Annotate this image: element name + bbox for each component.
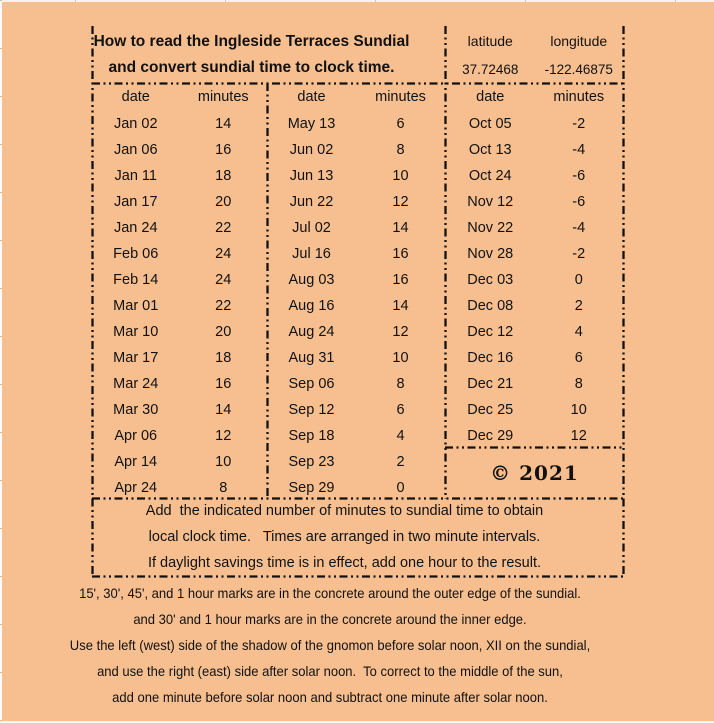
date-cell: Dec 29 <box>467 428 514 444</box>
date-cell: Sep 29 <box>288 480 335 496</box>
minutes-cell: -6 <box>572 168 586 184</box>
date-cell: Jan 02 <box>113 116 158 132</box>
longitude-label: longitude <box>550 33 608 49</box>
table-row <box>92 111 267 137</box>
minutes-cell: 12 <box>392 194 409 210</box>
minutes-cell: 10 <box>215 454 232 470</box>
minutes-cell: 4 <box>396 428 405 444</box>
date-cell: Apr 24 <box>114 480 158 496</box>
date-cell: Jan 24 <box>113 220 158 236</box>
minutes-cell: 10 <box>392 168 409 184</box>
date-cell: Aug 16 <box>288 298 335 314</box>
table-row <box>267 371 445 397</box>
table-row <box>446 241 623 267</box>
minutes-cell: 6 <box>396 116 405 132</box>
date-cell: Aug 24 <box>288 324 335 340</box>
minutes-cell: 14 <box>392 298 409 314</box>
minutes-cell: 16 <box>215 142 232 158</box>
date-cell: Sep 18 <box>288 428 335 444</box>
date-cell: Jul 02 <box>292 220 331 236</box>
minutes-cell: 16 <box>392 272 409 288</box>
table-row <box>92 293 267 319</box>
minutes-cell: 10 <box>570 402 587 418</box>
table-row <box>92 215 267 241</box>
date-cell: Feb 14 <box>113 272 159 288</box>
table-row <box>446 111 623 137</box>
table-row <box>267 189 445 215</box>
minutes-cell: -6 <box>572 194 586 210</box>
date-cell: Dec 12 <box>467 324 514 340</box>
date-cell: Nov 28 <box>467 246 514 262</box>
table-row <box>267 397 445 423</box>
minutes-header: minutes <box>197 89 249 105</box>
minutes-cell: 10 <box>392 350 409 366</box>
table-row <box>446 137 623 163</box>
minutes-cell: 14 <box>215 402 232 418</box>
date-cell: Apr 06 <box>114 428 158 444</box>
minutes-cell: -2 <box>572 246 586 262</box>
minutes-cell: 18 <box>215 350 232 366</box>
minutes-cell: 18 <box>215 168 232 184</box>
table-row <box>267 423 445 449</box>
table-row <box>267 267 445 293</box>
table-row <box>446 215 623 241</box>
minutes-cell: 20 <box>215 324 232 340</box>
table-row <box>92 163 267 189</box>
table-row <box>92 397 267 423</box>
date-cell: Sep 06 <box>288 376 335 392</box>
table-row <box>446 397 623 423</box>
date-cell: May 13 <box>287 116 336 132</box>
minutes-cell: 12 <box>570 428 587 444</box>
minutes-cell: 20 <box>215 194 232 210</box>
table-row <box>446 163 623 189</box>
text-line: add one minute before solar noon and subtract one minute after solar noon. <box>112 689 548 705</box>
date-cell: Apr 14 <box>114 454 158 470</box>
table-row <box>446 293 623 319</box>
table-row <box>446 371 623 397</box>
title-line-2: and convert sundial time to clock time. <box>108 59 395 76</box>
date-cell: Jul 16 <box>292 246 331 262</box>
table-row <box>267 137 445 163</box>
correction-table-may-sep <box>267 83 445 501</box>
minutes-cell: 2 <box>574 298 583 314</box>
date-cell: Feb 06 <box>113 246 159 262</box>
minutes-header: minutes <box>553 89 605 105</box>
date-cell: Sep 12 <box>288 402 335 418</box>
text-line: Add the indicated number of minutes to sundial time to obtain <box>145 503 544 519</box>
minutes-cell: 6 <box>396 402 405 418</box>
date-cell: Mar 30 <box>113 402 159 418</box>
date-cell: Mar 24 <box>113 376 159 392</box>
text-line: and use the right (east) side after solar noon. To correct to the middle of the sun, <box>97 663 563 679</box>
minutes-cell: 14 <box>215 116 232 132</box>
date-cell: Jun 22 <box>289 194 334 210</box>
table-row <box>446 267 623 293</box>
table-row <box>446 345 623 371</box>
minutes-cell: -4 <box>572 220 586 236</box>
minutes-cell: 22 <box>215 220 232 236</box>
minutes-cell: 12 <box>392 324 409 340</box>
date-header: date <box>297 89 326 105</box>
table-row <box>267 241 445 267</box>
date-cell: Mar 10 <box>113 324 159 340</box>
text-line: Use the left (west) side of the shadow of the gnomon before solar noon, XII on the sundial, <box>69 637 591 653</box>
date-cell: Aug 03 <box>288 272 335 288</box>
date-cell: Jan 06 <box>113 142 158 158</box>
minutes-header: minutes <box>375 89 426 105</box>
minutes-cell: 8 <box>396 142 405 158</box>
table-row <box>92 449 267 475</box>
date-cell: Aug 31 <box>288 350 335 366</box>
table-row <box>446 189 623 215</box>
date-cell: Dec 21 <box>467 376 514 392</box>
date-cell: Dec 16 <box>467 350 514 366</box>
minutes-cell: 8 <box>396 376 405 392</box>
latitude-value: 37.72468 <box>462 61 519 77</box>
table-row <box>446 319 623 345</box>
text-line: 15', 30', 45', and 1 hour marks are in the concrete around the outer edge of the sundial. <box>79 585 581 601</box>
table-header-row <box>446 83 623 111</box>
minutes-cell: 24 <box>215 246 232 262</box>
text-line: local clock time. Times are arranged in two minute intervals. <box>148 529 541 545</box>
date-cell: Jun 02 <box>289 142 334 158</box>
text-line: If daylight savings time is in effect, add one hour to the result. <box>147 555 542 571</box>
date-cell: Sep 23 <box>288 454 335 470</box>
minutes-cell: 8 <box>574 376 583 392</box>
date-cell: Nov 22 <box>467 220 514 236</box>
date-cell: Dec 08 <box>467 298 514 314</box>
date-cell: Oct 05 <box>468 116 512 132</box>
location-box <box>446 27 623 83</box>
minutes-cell: 8 <box>219 480 228 496</box>
minutes-cell: 2 <box>396 454 405 470</box>
date-cell: Jun 13 <box>289 168 334 184</box>
minutes-cell: 16 <box>392 246 409 262</box>
date-cell: Nov 12 <box>467 194 514 210</box>
table-row <box>92 423 267 449</box>
date-cell: Mar 17 <box>113 350 159 366</box>
minutes-cell: 0 <box>396 480 405 496</box>
instructions-box <box>92 498 623 576</box>
minutes-cell: 4 <box>574 324 583 340</box>
date-cell: Mar 01 <box>113 298 159 314</box>
table-row <box>267 449 445 475</box>
date-cell: Jan 17 <box>113 194 158 210</box>
table-row <box>92 137 267 163</box>
table-row <box>92 319 267 345</box>
date-cell: Oct 13 <box>468 142 512 158</box>
table-row <box>267 215 445 241</box>
table-row <box>267 111 445 137</box>
copyright-notice: © 2021 <box>490 460 579 485</box>
date-cell: Jan 11 <box>114 168 157 184</box>
date-header: date <box>476 89 505 105</box>
text-line: and 30' and 1 hour marks are in the concrete around the inner edge. <box>133 611 527 627</box>
minutes-cell: 22 <box>215 298 232 314</box>
date-cell: Oct 24 <box>468 168 512 184</box>
date-cell: Dec 25 <box>467 402 514 418</box>
table-row <box>446 423 623 449</box>
date-header: date <box>121 89 150 105</box>
table-row <box>267 319 445 345</box>
minutes-cell: -4 <box>572 142 586 158</box>
table-row <box>267 345 445 371</box>
table-row <box>267 293 445 319</box>
footer-notes <box>0 580 660 710</box>
title-box <box>92 27 445 83</box>
latitude-label: latitude <box>467 33 513 49</box>
minutes-cell: 14 <box>392 220 409 236</box>
table-row <box>92 371 267 397</box>
table-header-row <box>267 83 445 111</box>
minutes-cell: 0 <box>574 272 583 288</box>
minutes-cell: 12 <box>215 428 232 444</box>
title-line-1: How to read the Ingleside Terraces Sundial <box>93 33 410 50</box>
table-row <box>92 189 267 215</box>
minutes-cell: 24 <box>215 272 232 288</box>
table-row <box>267 163 445 189</box>
minutes-cell: -2 <box>572 116 586 132</box>
table-header-row <box>92 83 267 111</box>
date-cell: Dec 03 <box>467 272 514 288</box>
table-row <box>92 267 267 293</box>
correction-table-oct-dec <box>446 83 623 449</box>
correction-table-jan-apr <box>92 83 267 501</box>
minutes-cell: 6 <box>574 350 583 366</box>
top-edge-gridline <box>0 0 714 2</box>
table-row <box>92 345 267 371</box>
longitude-value: -122.46875 <box>544 61 613 77</box>
minutes-cell: 16 <box>215 376 232 392</box>
table-row <box>92 241 267 267</box>
